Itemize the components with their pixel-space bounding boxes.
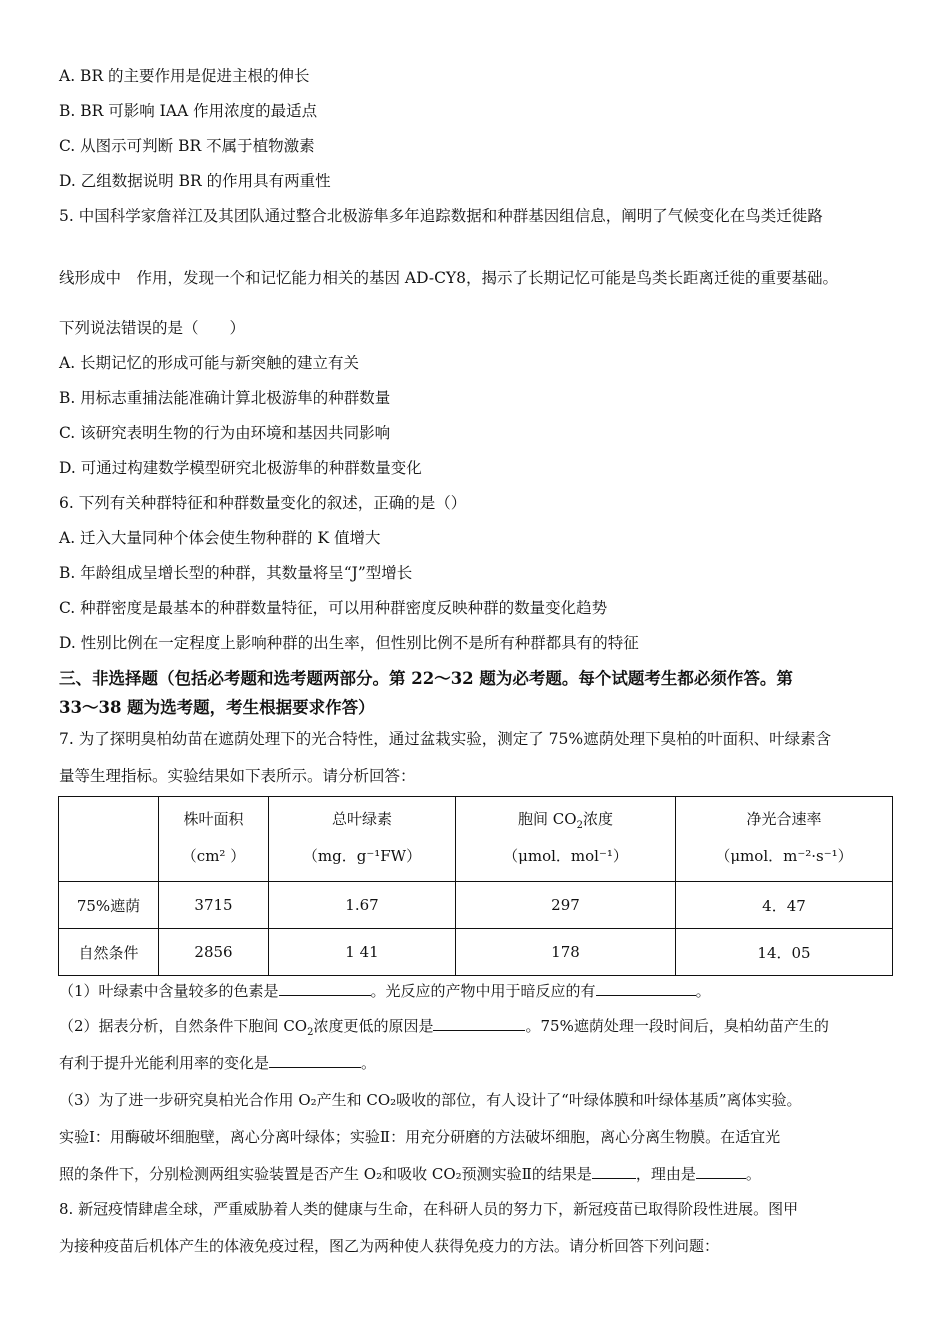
q4-option-d: D. 乙组数据说明 BR 的作用具有两重性 xyxy=(59,172,331,190)
table-header-leaf-area: 株叶面积 （cm² ） xyxy=(159,797,269,882)
table-row-label: 75%遮荫 xyxy=(59,882,159,929)
q4-option-c: C. 从图示可判断 BR 不属于植物激素 xyxy=(59,137,315,155)
q5-prompt: 下列说法错误的是（ ） xyxy=(59,319,246,337)
q8-stem-line2: 为接种疫苗后机体产生的体液免疫过程，图乙为两种使人获得免疫力的方法。请分析回答下列问题： xyxy=(59,1237,720,1255)
answer-blank[interactable] xyxy=(269,1053,361,1068)
q5-option-a: A. 长期记忆的形成可能与新突触的建立有关 xyxy=(59,354,360,372)
section3-heading-line2: 33～38 题为选考题，考生根据要求作答） xyxy=(59,698,375,717)
section3-heading-line1: 三、非选择题（包括必考题和选考题两部分。第 22～32 题为必考题。每个试题考生都必须作答。第 xyxy=(59,669,793,688)
table-cell: 178 xyxy=(456,929,676,976)
table-corner-cell xyxy=(59,797,159,882)
table-header-chlorophyll: 总叶绿素 （mg．g⁻¹FW） xyxy=(269,797,456,882)
table-row xyxy=(59,929,893,976)
table-header-co2: 胞间 $CO_2$浓度 （μmol．mol⁻¹） xyxy=(456,797,676,882)
q4-option-a: A. BR 的主要作用是促进主根的伸长 xyxy=(59,67,310,85)
q6-option-a: A. 迁入大量同种个体会使生物种群的 K 值增大 xyxy=(59,529,381,547)
q7-stem-line2: 量等生理指标。实验结果如下表所示。请分析回答： xyxy=(59,767,416,785)
answer-blank[interactable] xyxy=(279,981,371,996)
table-header-photosynthesis: 净光合速率 （μmol．m⁻²·s⁻¹） xyxy=(676,797,893,882)
q7-sub2-line2: 有利于提升光能利用率的变化是 。 xyxy=(59,1054,377,1072)
table-cell: 4．47 xyxy=(676,882,893,929)
table-cell: 14．05 xyxy=(676,929,893,976)
table-cell: 2856 xyxy=(159,929,269,976)
answer-blank[interactable] xyxy=(596,981,696,996)
q7-sub3-line1: （3）为了进一步研究臭柏光合作用 O₂产生和 CO₂吸收的部位，有人设计了“叶绿体膜和叶绿体基质”离体实验。 xyxy=(59,1091,802,1109)
table-cell: 1.67 xyxy=(269,882,456,929)
answer-blank[interactable] xyxy=(433,1016,525,1031)
table-cell: 1 41 xyxy=(269,929,456,976)
q5-option-b: B. 用标志重捕法能准确计算北极游隼的种群数量 xyxy=(59,389,391,407)
q5-stem-line2: 线形成中 作用，发现一个和记忆能力相关的基因 AD-CY8，揭示了长期记忆可能是鸟类长距离迁徙的重要基础。 xyxy=(59,269,839,287)
q7-data-table xyxy=(58,796,893,976)
q7-sub1: （1）叶绿素中含量较多的色素是 。光反应的产物中用于暗反应的有 。 xyxy=(59,982,711,1000)
q4-option-b: B. BR 可影响 IAA 作用浓度的最适点 xyxy=(59,102,318,120)
q5-option-d: D. 可通过构建数学模型研究北极游隼的种群数量变化 xyxy=(59,459,422,477)
answer-blank[interactable] xyxy=(592,1164,636,1179)
q7-stem-line1: 7. 为了探明臭柏幼苗在遮荫处理下的光合特性，通过盆栽实验，测定了 75%遮荫处理下臭柏的叶面积、叶绿素含 xyxy=(59,730,832,748)
table-header-row xyxy=(59,797,893,882)
table-cell: 3715 xyxy=(159,882,269,929)
q7-sub3-line3: 照的条件下，分别检测两组实验装置是否产生 O₂和吸收 CO₂预测实验Ⅱ的结果是 ，理由是 。 xyxy=(59,1165,761,1183)
answer-blank[interactable] xyxy=(696,1164,746,1179)
q5-stem-line1: 5. 中国科学家詹祥江及其团队通过整合北极游隼多年追踪数据和种群基因组信息，阐明了气候变化在鸟类迁徙路 xyxy=(59,207,823,225)
q7-sub2-line1: （2）据表分析，自然条件下胞间 $CO_2$浓度更低的原因是 。75%遮荫处理一段时间后，臭柏幼苗产生的 xyxy=(59,1017,829,1038)
q6-option-c: C. 种群密度是最基本的种群数量特征，可以用种群密度反映种群的数量变化趋势 xyxy=(59,599,608,617)
q7-sub3-line2: 实验Ⅰ：用酶破坏细胞壁，离心分离叶绿体；实验Ⅱ：用充分研磨的方法破坏细胞，离心分离生物膜。在适宜光 xyxy=(59,1128,781,1146)
table-cell: 297 xyxy=(456,882,676,929)
table-row xyxy=(59,882,893,929)
q6-stem: 6. 下列有关种群特征和种群数量变化的叙述，正确的是（） xyxy=(59,494,467,512)
q6-option-b: B. 年龄组成呈增长型的种群，其数量将呈“J”型增长 xyxy=(59,564,413,582)
q5-option-c: C. 该研究表明生物的行为由环境和基因共同影响 xyxy=(59,424,391,442)
q6-option-d: D. 性别比例在一定程度上影响种群的出生率，但性别比例不是所有种群都具有的特征 xyxy=(59,634,639,652)
q8-stem-line1: 8. 新冠疫情肆虐全球，严重威胁着人类的健康与生命，在科研人员的努力下，新冠疫苗已取得阶段性进展。图甲 xyxy=(59,1200,799,1218)
table-row-label: 自然条件 xyxy=(59,929,159,976)
